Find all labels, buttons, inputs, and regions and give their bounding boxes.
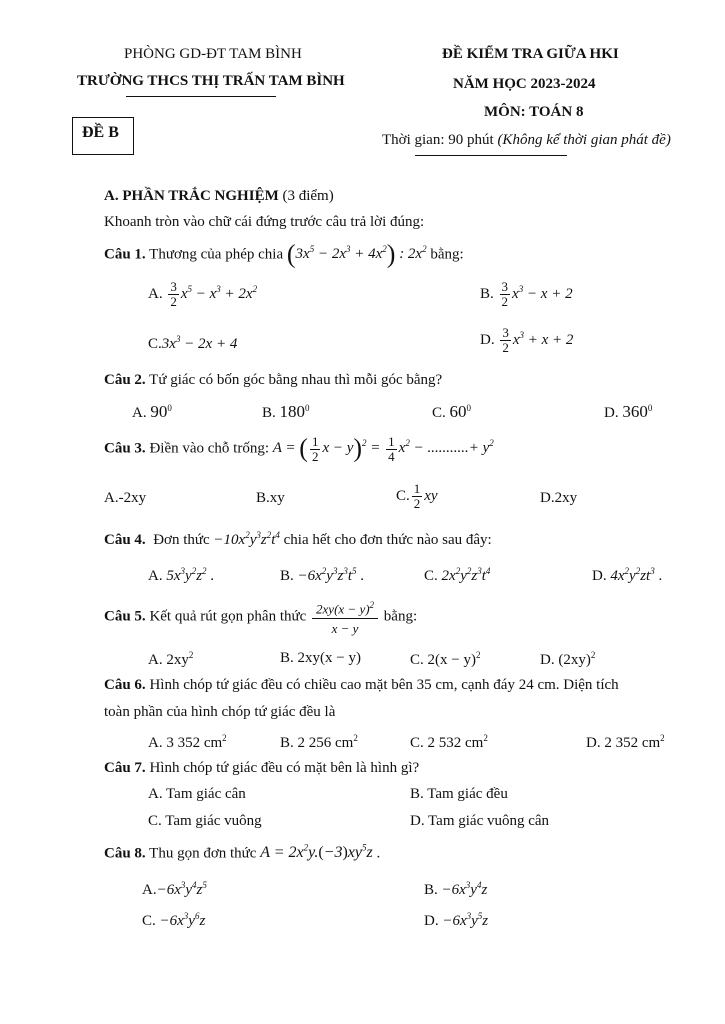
section-title — [104, 188, 334, 205]
question-text: Thu gọn đơn thức — [145, 845, 257, 862]
q6-option-a[interactable] — [148, 733, 227, 752]
exponent: 2 — [353, 733, 358, 743]
question-label: Câu 8. — [104, 845, 146, 862]
exam-time-note: (Không kể thời gian phát đề) — [497, 132, 671, 148]
question-3 — [104, 434, 494, 464]
question-text: Thương của phép chia — [145, 246, 284, 263]
section-title-text: A. PHẦN TRẮC NGHIỆM — [104, 188, 279, 204]
school-name: TRƯỜNG THCS THỊ TRẤN TAM BÌNH — [77, 73, 345, 89]
option-value: A. 3 352 cm — [148, 735, 223, 751]
subject: MÔN: TOÁN 8 — [484, 104, 584, 120]
q7-option-b[interactable]: B. Tam giác đều — [410, 786, 508, 802]
q4-option-b[interactable]: B. $-6x^2y^3z^3t^5$ . — [280, 566, 364, 584]
option-value: 180 — [279, 402, 306, 421]
question-4 — [104, 530, 492, 549]
option-letter: D. — [480, 331, 495, 348]
question-8: Câu 8. Thu gọn đơn thức $A = 2x^2y.(-3)xy^5z$ . — [104, 843, 381, 862]
q7-option-c[interactable]: C. Tam giác vuông — [148, 813, 262, 829]
school-year: NĂM HỌC 2023-2024 — [453, 76, 596, 92]
section-points: (3 điểm) — [278, 188, 334, 204]
school-department: PHÒNG GD-ĐT TAM BÌNH — [124, 46, 302, 62]
question-text: Điền vào chỗ trống: — [145, 440, 269, 457]
q5-expression: $\frac{2xy(x - y)^2}{x - y}$ — [310, 609, 380, 625]
exponent: 2 — [483, 733, 488, 743]
option-letter: C. — [148, 336, 162, 352]
q8-option-b[interactable]: B. $-6x^3y^4z$ — [424, 880, 488, 898]
exam-title: ĐỀ KIỂM TRA GIỮA HKI — [442, 46, 619, 62]
q1-option-a[interactable]: A. $\frac{3}{2}$ $x^5 - x^3 + 2x^2$ — [148, 279, 258, 309]
option-letter: C. — [396, 487, 410, 504]
question-label: Câu 1. — [104, 246, 146, 263]
q1-option-c[interactable]: $C.3x^3 - 2x + 4$ — [148, 334, 238, 352]
option-value: D. 2 352 cm — [586, 735, 661, 751]
option-value: B. 2 256 cm — [280, 735, 354, 751]
question-6 — [104, 677, 619, 694]
option-letter: A. — [142, 882, 157, 898]
q2-option-b[interactable] — [262, 402, 310, 422]
exam-code: ĐỀ B — [82, 124, 119, 141]
option-value: A. 2xy — [148, 652, 189, 668]
q7-option-a[interactable]: A. Tam giác cân — [148, 786, 246, 802]
q3-option-d[interactable]: D.2xy — [540, 490, 578, 506]
option-letter: C. — [424, 568, 438, 584]
question-label: Câu 2. — [104, 372, 146, 388]
degree-sign: 0 — [647, 403, 653, 413]
q2-option-a[interactable] — [132, 402, 172, 422]
exam-code-box — [72, 117, 134, 155]
option-letter: A. — [148, 285, 163, 302]
question-2 — [104, 372, 442, 389]
question-6-line2: toàn phần của hình chóp tứ giác đều là — [104, 704, 336, 720]
q8-option-d[interactable]: D. $-6x^3y^5z$ — [424, 911, 489, 929]
q4-option-a[interactable]: A. $5x^3y^2z^2$ . — [148, 566, 215, 584]
question-tail: chia hết cho đơn thức nào sau đây: — [283, 532, 492, 548]
exam-time-label: Thời gian: 90 phút — [382, 132, 498, 148]
q5-option-a[interactable] — [148, 650, 193, 669]
q6-option-d[interactable] — [586, 733, 665, 752]
question-text: Kết quả rút gọn phân thức — [145, 608, 307, 625]
question-label: Câu 6. — [104, 677, 146, 693]
option-letter: B. — [262, 405, 276, 421]
option-value: 90 — [150, 402, 168, 421]
q4-option-c[interactable]: C. $2x^2y^2z^3t^4$ — [424, 566, 491, 584]
exponent: 2 — [475, 650, 481, 660]
question-text: Hình chóp tứ giác đều có mặt bên là hình gì? — [145, 760, 420, 776]
degree-sign: 0 — [167, 403, 172, 413]
option-letter: C. — [142, 913, 156, 929]
question-5 — [104, 598, 417, 636]
exam-time — [382, 132, 671, 149]
option-letter: A. — [132, 405, 147, 421]
q1-expression: $(3x^5 - 2x^3 + 4x^2)$ : $2x^2$ — [286, 240, 427, 269]
q6-option-b[interactable] — [280, 733, 358, 752]
option-letter: D. — [424, 913, 439, 929]
question-tail: bằng: — [383, 608, 418, 625]
option-letter: B. — [424, 882, 438, 898]
q4-expression: $-10x^2y^3z^2t^4$ — [213, 530, 280, 548]
question-label: Câu 3. — [104, 440, 146, 457]
option-letter: D. — [604, 405, 619, 421]
q3-option-a[interactable]: A.-2xy — [104, 490, 147, 506]
q7-option-d[interactable]: D. Tam giác vuông cân — [410, 813, 550, 829]
option-letter: A. — [148, 568, 163, 584]
option-letter: B. — [280, 568, 294, 584]
question-text: Đơn thức — [153, 532, 210, 548]
question-label: Câu 7. — [104, 760, 146, 776]
option-value: C. 2 532 cm — [410, 735, 484, 751]
q8-expression: $A = 2x^2y.(-3)xy^5z$ — [260, 843, 373, 862]
exponent: 2 — [660, 733, 665, 743]
exponent: 2 — [222, 733, 227, 743]
option-value: 60 — [449, 402, 467, 421]
q2-option-c[interactable] — [432, 402, 471, 422]
q5-option-b[interactable]: B. 2xy(x − y) — [280, 650, 361, 666]
q1-option-b[interactable]: B. $\frac{3}{2}$ $x^3 - x + 2$ — [480, 279, 573, 309]
q1-option-d[interactable]: D. $\frac{3}{2}$ $x^3 + x + 2$ — [480, 325, 574, 355]
question-text: Hình chóp tứ giác đều có chiều cao mặt bên 35 cm, cạnh đáy 24 cm. Diện tích — [145, 677, 619, 693]
degree-sign: 0 — [466, 403, 472, 413]
exponent: 2 — [188, 650, 194, 660]
instruction: Khoanh tròn vào chữ cái đứng trước câu trả lời đúng: — [104, 214, 425, 230]
q2-option-d[interactable] — [604, 402, 652, 422]
option-value: 360 — [622, 402, 648, 421]
option-letter: B. — [480, 285, 494, 302]
question-label: Câu 5. — [104, 608, 146, 625]
q8-option-c[interactable]: C. $-6x^3y^6z$ — [142, 911, 206, 929]
q4-option-d[interactable]: D. $4x^2y^2zt^3$ . — [592, 566, 663, 584]
q3-option-c[interactable]: C. $\frac{1}{2}$ xy — [396, 481, 438, 511]
question-1 — [104, 240, 464, 270]
degree-sign: 0 — [305, 403, 310, 413]
header-underline-left — [126, 96, 276, 97]
header-underline-right — [415, 155, 567, 156]
option-letter: C. — [432, 405, 446, 421]
q6-option-c[interactable] — [410, 733, 488, 752]
exponent: 2 — [590, 650, 596, 660]
option-value: D. (2xy) — [540, 652, 591, 668]
q3-option-b[interactable]: B.xy — [256, 490, 285, 506]
option-letter: D. — [592, 568, 607, 584]
question-tail: bằng: — [430, 246, 464, 263]
question-text: Tứ giác có bốn góc bằng nhau thì mỗi góc bằng? — [145, 372, 443, 388]
q5-option-d[interactable] — [540, 650, 595, 669]
option-value: C. 2(x − y) — [410, 652, 476, 668]
q3-expression: A = ( $\frac{1}{2}$ x − y)$^2$ = $\frac{1}{4}$ $x^2$ − ...........+ $y^2$ — [272, 433, 494, 464]
question-7 — [104, 760, 419, 777]
question-label: Câu 4. — [104, 532, 146, 548]
q8-option-a[interactable]: $A.-6x^3y^4z^5$ — [142, 880, 207, 898]
q5-option-c[interactable] — [410, 650, 480, 669]
